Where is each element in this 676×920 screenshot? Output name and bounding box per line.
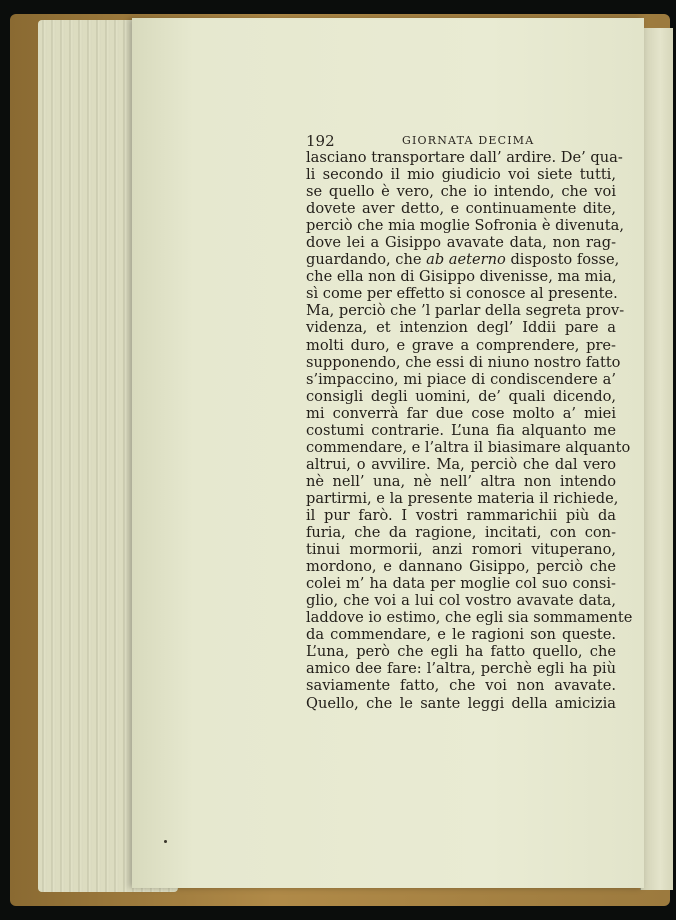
text-line: consigli degli uomini, de’ quali dicendo, — [306, 387, 616, 405]
text-line: glio, che voi a lui col vostro avavate data, — [306, 592, 616, 610]
text-line: altrui, o avvilire. Ma, perciò che dal vero — [306, 455, 616, 473]
text-line: che ella non di Gisippo divenisse, ma mia, — [306, 268, 617, 286]
text-line: saviamente fatto, che voi non avavate. — [306, 677, 616, 695]
running-head: GIORNATA DECIMA — [402, 134, 535, 147]
text-line: il pur farò. I vostri rammarichii più da — [306, 506, 616, 524]
page-header — [306, 132, 612, 150]
body-text — [306, 149, 633, 712]
text-line: amico dee fare: l’altra, perchè egli ha più — [306, 660, 616, 678]
text-line: dove lei a Gisippo avavate data, non rag- — [306, 234, 616, 252]
text-line: nè nell’ una, nè nell’ altra non intendo — [306, 472, 616, 490]
text-line: Ma, perciò che ’l parlar della segreta prov- — [306, 302, 625, 320]
text-line: furia, che da ragione, incitati, con con- — [306, 524, 616, 542]
text-line: Quello, che le sante leggi della amicizia — [306, 694, 616, 712]
text-line: tinui mormorii, anzi romori vituperano, — [306, 541, 616, 559]
facing-page-edge — [640, 28, 673, 890]
text-line: videnza, et intenzion degl’ Iddii pare a — [306, 319, 616, 337]
text-line: li secondo il mio giudicio voi siete tutti, — [306, 166, 616, 184]
text-line: mi converrà far due cose molto a’ miei — [306, 404, 616, 422]
text-line: costumi contrarie. L’una fia alquanto me — [306, 421, 616, 439]
text-line: molti duro, e grave a comprendere, pre- — [306, 336, 616, 354]
page-number: 192 — [306, 132, 335, 150]
text-line: perciò che mia moglie Sofronia è divenuta, — [306, 217, 625, 235]
text-line: dovete aver detto, e continuamente dite, — [306, 200, 616, 218]
text-line: partirmi, e la presente materia il richiede, — [306, 489, 619, 507]
italic-phrase: ab aeterno — [426, 251, 506, 269]
text-line: lasciano transportare dall’ ardire. De’ qua- — [306, 149, 623, 166]
text-line: da commendare, e le ragioni son queste. — [306, 626, 616, 644]
text-line: mordono, e dannano Gisippo, perciò che — [306, 558, 616, 576]
text-line: s’impaccino, mi piace di condiscendere a’ — [306, 370, 616, 388]
text-line: L’una, però che egli ha fatto quello, che — [306, 643, 616, 661]
text-line: laddove io estimo, che egli sia sommamente — [306, 609, 633, 627]
text-line: colei m’ ha data per moglie col suo consi- — [306, 575, 616, 593]
text-line: supponendo, che essi di niuno nostro fatto — [306, 353, 621, 371]
text-line: sì come per effetto si conosce al presente. — [306, 285, 618, 303]
text-line: guardando, che ab aeterno disposto fosse, — [306, 251, 620, 269]
text-line: se quello è vero, che io intendo, che voi — [306, 183, 616, 201]
paper-speck — [164, 840, 167, 843]
text-line: commendare, e l’altra il biasimare alquanto — [306, 438, 631, 456]
